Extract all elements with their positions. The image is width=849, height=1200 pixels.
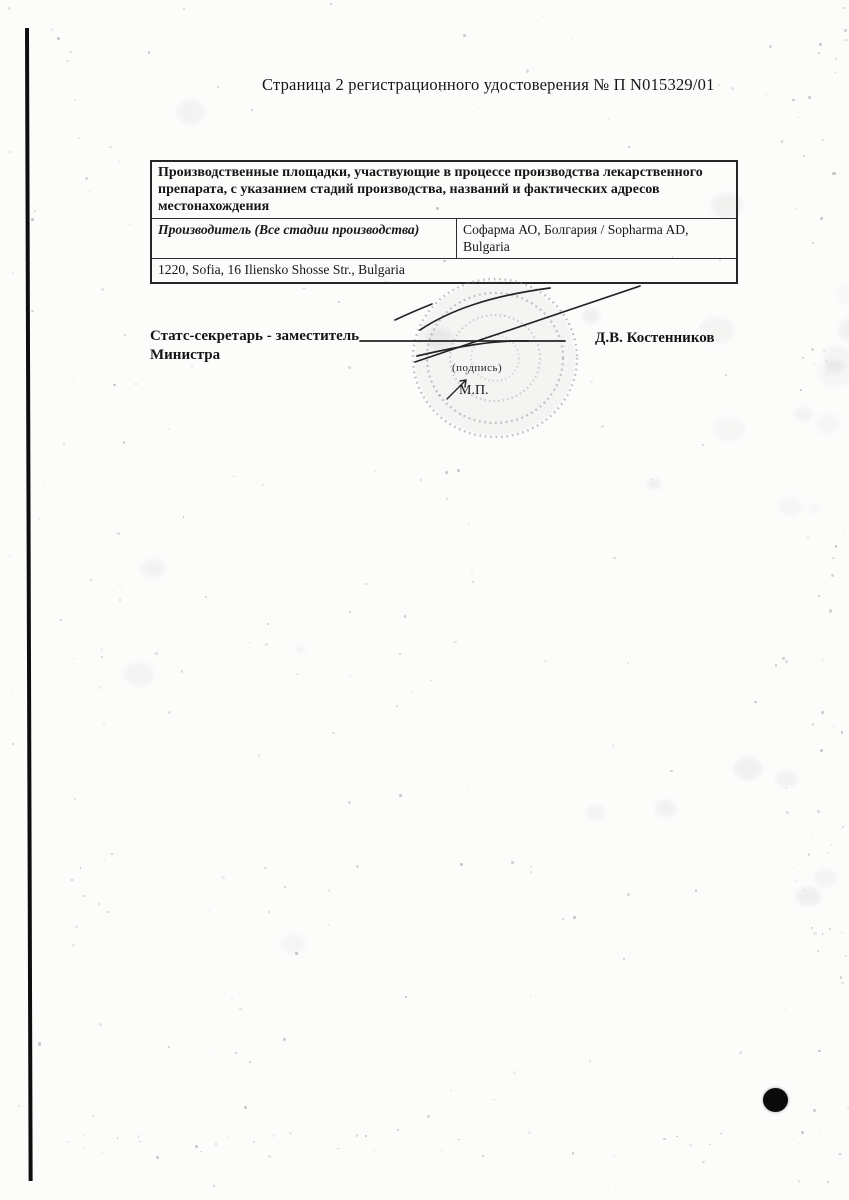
signatory-title-line1: Статс-секретарь - заместитель: [150, 328, 360, 344]
round-stamp-and-signature: [350, 268, 650, 448]
manufacturer-value-cell: Софарма АО, Болгария / Sopharma AD, Bulgaria: [457, 219, 738, 259]
signatory-title: [150, 327, 390, 365]
signatory-title-line2: Министра: [150, 347, 221, 363]
table-header-row: [151, 161, 737, 219]
seal-caption: М.П.: [459, 383, 489, 398]
manufacturer-address-cell: 1220, Sofia, 16 Iliensko Shosse Str., Bulgaria: [151, 259, 737, 284]
table-row: [151, 219, 737, 259]
production-sites-table: [150, 160, 738, 284]
signatory-name: Д.В. Костенников: [595, 330, 715, 346]
signature-caption: (подпись): [452, 362, 503, 374]
page-header: Страница 2 регистрационного удостоверения № П N015329/01: [262, 75, 715, 94]
table-header-cell: Производственные площадки, участвующие в процессе производства лекарственного препарата, с указанием стадий производства, названий и фактических адресов местонахождения: [151, 161, 737, 219]
stamp-fill: [415, 281, 575, 435]
scan-edge-line: [25, 28, 32, 1181]
punch-hole-dot: [763, 1088, 788, 1112]
manufacturer-label-cell: Производитель (Все стадии производства): [151, 219, 457, 259]
